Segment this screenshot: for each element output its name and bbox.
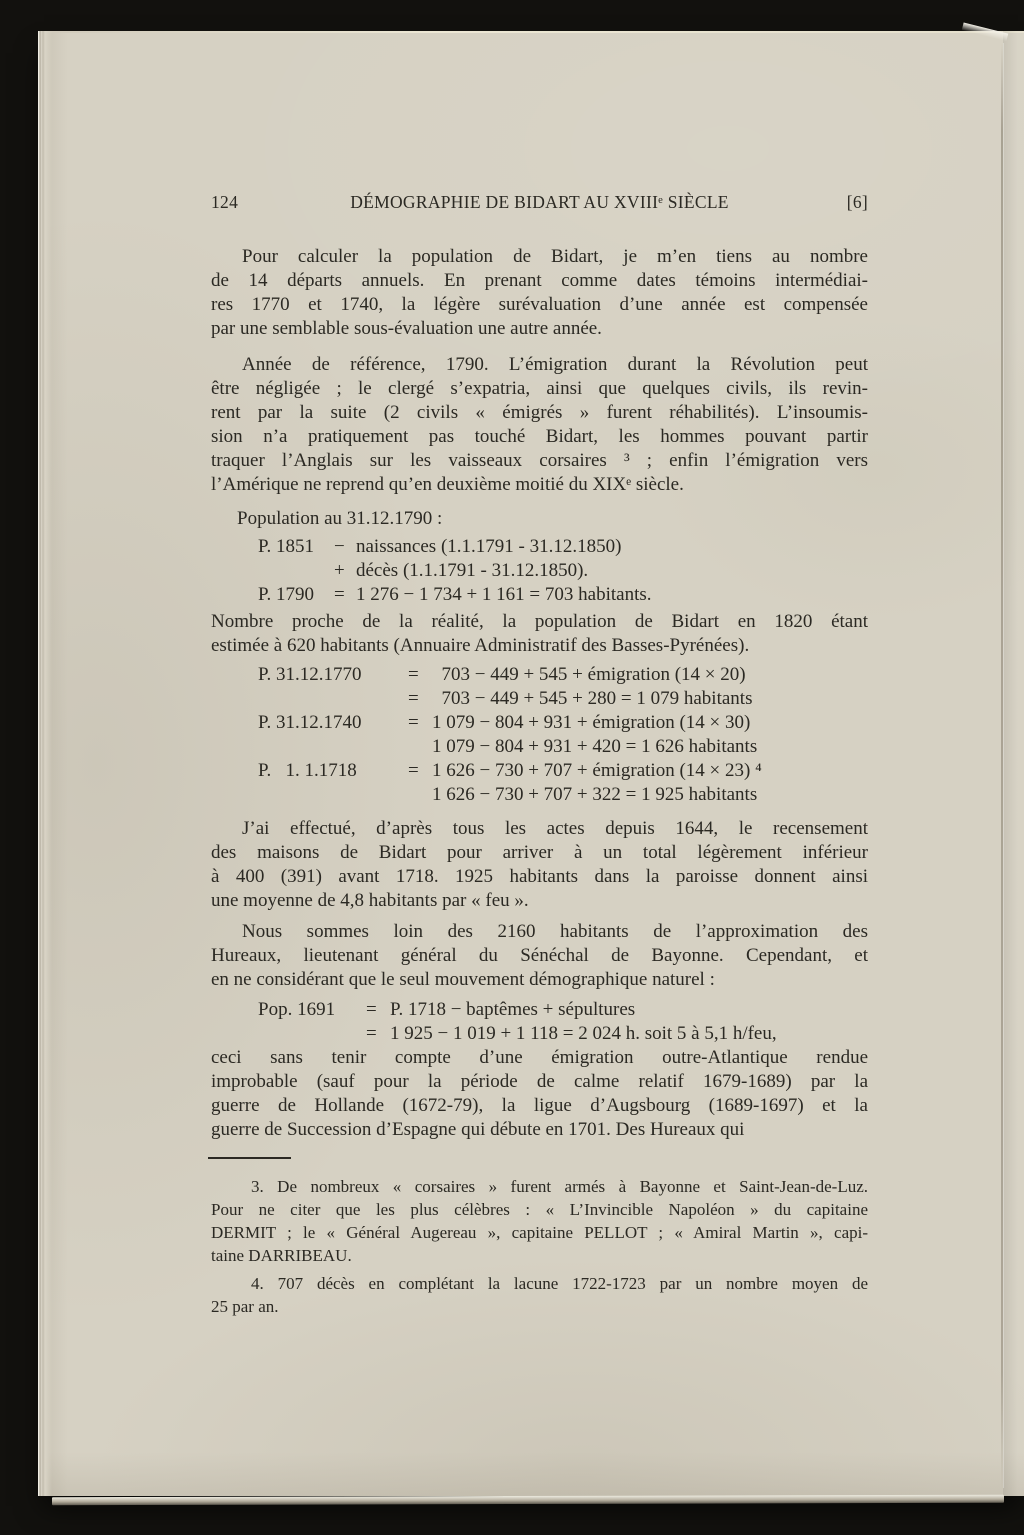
population-1790-label: Population au 31.12.1790 : (237, 508, 443, 529)
text-line: taine DARRIBEAU. (211, 1246, 352, 1265)
equation-retro-projection (258, 663, 868, 807)
equation-op (408, 783, 432, 807)
equation-label (258, 1022, 366, 1046)
equation-label: P. 1790 (258, 584, 314, 605)
equation-label: P. 31.12.1740 (258, 712, 362, 733)
equation-row (258, 687, 868, 711)
equation-row (258, 759, 868, 783)
text-line: improbable (sauf pour la période de calme relatif 1679-1689) par la (211, 1071, 868, 1092)
page-crease (1001, 43, 1003, 1488)
equation-label: Pop. 1691 (258, 999, 336, 1020)
text-line: DERMIT ; le « Général Augereau », capitaine PELLOT ; « Amiral Martin », capi- (211, 1223, 868, 1242)
equation-label (258, 783, 408, 807)
equation-expr: 1 626 − 730 + 707 + 322 = 1 925 habitants (432, 784, 758, 805)
page-top-edge (38, 31, 1024, 33)
equation-op (408, 735, 432, 759)
running-title: DÉMOGRAPHIE DE BIDART AU XVIIIᵉ SIÈCLE (350, 192, 729, 212)
text-line: sion n’a pratiquement pas touché Bidart, les hommes pouvant partir (211, 426, 868, 447)
paragraph-1820-estimate (211, 610, 868, 658)
text-line: être négligée ; le clergé s’expatria, ainsi que quelques civils, ils revin- (211, 378, 868, 399)
equation-op: = (334, 584, 345, 605)
paragraph-hureaux-continued (211, 1046, 868, 1142)
text-line: Nous sommes loin des 2160 habitants de l’approximation des (242, 921, 868, 942)
page-number: 124 (211, 192, 239, 212)
equation-op: = (408, 688, 419, 709)
text-line: 4. 707 décès en complétant la lacune 1722-1723 par un nombre moyen de (251, 1274, 868, 1293)
equation-expr: 703 − 449 + 545 + 280 = 1 079 habitants (432, 688, 753, 709)
equation-expr: 1 276 − 1 734 + 1 161 = 703 habitants. (356, 584, 652, 605)
text-line: en ne considérant que le seul mouvement démographique naturel : (211, 969, 715, 990)
equation-expr: 703 − 449 + 545 + émigration (14 × 20) (432, 664, 746, 685)
equation-label (258, 559, 334, 583)
equation-expr: décès (1.1.1791 - 31.12.1850). (356, 560, 589, 581)
text-line: par une semblable sous-évaluation une autre année. (211, 318, 602, 339)
text-line: estimée à 620 habitants (Annuaire Administratif des Basses-Pyrénées). (211, 635, 750, 656)
text-line: Hureaux, lieutenant général du Sénéchal de Bayonne. Cependant, et (211, 945, 868, 966)
equation-label: P. 1. 1.1718 (258, 760, 357, 781)
equation-label: P. 31.12.1770 (258, 664, 362, 685)
book-page (38, 31, 1024, 1496)
text-line: à 400 (391) avant 1718. 1925 habitants dans la paroisse donnent ainsi (211, 866, 868, 887)
equation-op: = (366, 999, 377, 1020)
page-bottom-edge-stack (52, 1495, 1004, 1505)
text-line: Année de référence, 1790. L’émigration durant la Révolution peut (242, 354, 868, 375)
text-line: Pour ne citer que les plus célèbres : « L’Invincible Napoléon » du capitaine (211, 1200, 868, 1219)
equation-expr: P. 1718 − baptêmes + sépultures (390, 999, 636, 1020)
page-header (211, 190, 868, 214)
section-reference: [6] (846, 192, 868, 212)
text-line: res 1770 et 1740, la légère surévaluation d’une année est compensée (211, 294, 868, 315)
equation-row (258, 783, 868, 807)
footnotes (211, 1175, 868, 1318)
text-line: une moyenne de 4,8 habitants par « feu ». (211, 890, 529, 911)
equation-op: = (366, 1023, 377, 1044)
text-line: 3. De nombreux « corsaires » furent armés à Bayonne et Saint-Jean-de-Luz. (251, 1177, 868, 1196)
equation-population-1691 (258, 998, 868, 1046)
equation-row (258, 711, 868, 735)
text-line: rent par la suite (2 civils « émigrés » furent réhabilités). L’insoumis- (211, 402, 868, 423)
equation-op: + (334, 560, 345, 581)
paragraph-population-method (211, 245, 868, 341)
text-line: des maisons de Bidart pour arriver à un total légèrement inférieur (211, 842, 868, 863)
equation-row (258, 535, 868, 559)
equation-expr: 1 079 − 804 + 931 + émigration (14 × 30) (432, 712, 751, 733)
equation-row (258, 559, 868, 583)
text-line: 25 par an. (211, 1297, 279, 1316)
footnote-3-corsaires (211, 1175, 868, 1267)
equation-op: = (408, 664, 419, 685)
footnote-4-deces (211, 1272, 868, 1318)
equation-label: P. 1851 (258, 536, 314, 557)
equation-row (258, 735, 868, 759)
equation-expr: 1 079 − 804 + 931 + 420 = 1 626 habitants (432, 736, 758, 757)
paragraph-reference-year (211, 353, 868, 497)
text-line: Nombre proche de la réalité, la population de Bidart en 1820 étant (211, 611, 868, 632)
page-right-curl (1003, 31, 1024, 1496)
equation-expr: naissances (1.1.1791 - 31.12.1850) (356, 536, 622, 557)
footnote-separator (208, 1157, 291, 1159)
page-left-edge-stack (38, 31, 52, 1496)
text-line: traquer l’Anglais sur les vaisseaux corsaires ³ ; enfin l’émigration vers (211, 450, 868, 471)
equation-row (258, 1022, 868, 1046)
text-line: guerre de Succession d’Espagne qui débute en 1701. Des Hureaux qui (211, 1119, 745, 1140)
text-line: ceci sans tenir compte d’une émigration outre-Atlantique rendue (211, 1047, 868, 1068)
text-line: Pour calculer la population de Bidart, je m’en tiens au nombre (242, 246, 868, 267)
equation-row (258, 663, 868, 687)
equation-label (258, 687, 408, 711)
text-line: guerre de Hollande (1672-79), la ligue d’Augsbourg (1689-1697) et la (211, 1095, 868, 1116)
equation-op: = (408, 712, 419, 733)
equation-expr: 1 925 − 1 019 + 1 118 = 2 024 h. soit 5 à 5,1 h/feu, (390, 1023, 777, 1044)
equation-row (258, 583, 868, 607)
equation-op: − (334, 536, 345, 557)
equation-label (258, 735, 408, 759)
text-line: de 14 départs annuels. En prenant comme dates témoins intermédiai- (211, 270, 868, 291)
equation-row (258, 998, 868, 1022)
paragraph-house-census (211, 817, 868, 913)
equation-population-1790 (258, 535, 868, 607)
page-content (211, 190, 868, 1318)
text-line: l’Amérique ne reprend qu’en deuxième moitié du XIXᵉ siècle. (211, 474, 684, 495)
equation-op: = (408, 760, 419, 781)
paragraph-hureaux (211, 920, 868, 992)
equation-expr: 1 626 − 730 + 707 + émigration (14 × 23) ⁴ (432, 760, 762, 781)
text-line: J’ai effectué, d’après tous les actes depuis 1644, le recensement (242, 818, 868, 839)
